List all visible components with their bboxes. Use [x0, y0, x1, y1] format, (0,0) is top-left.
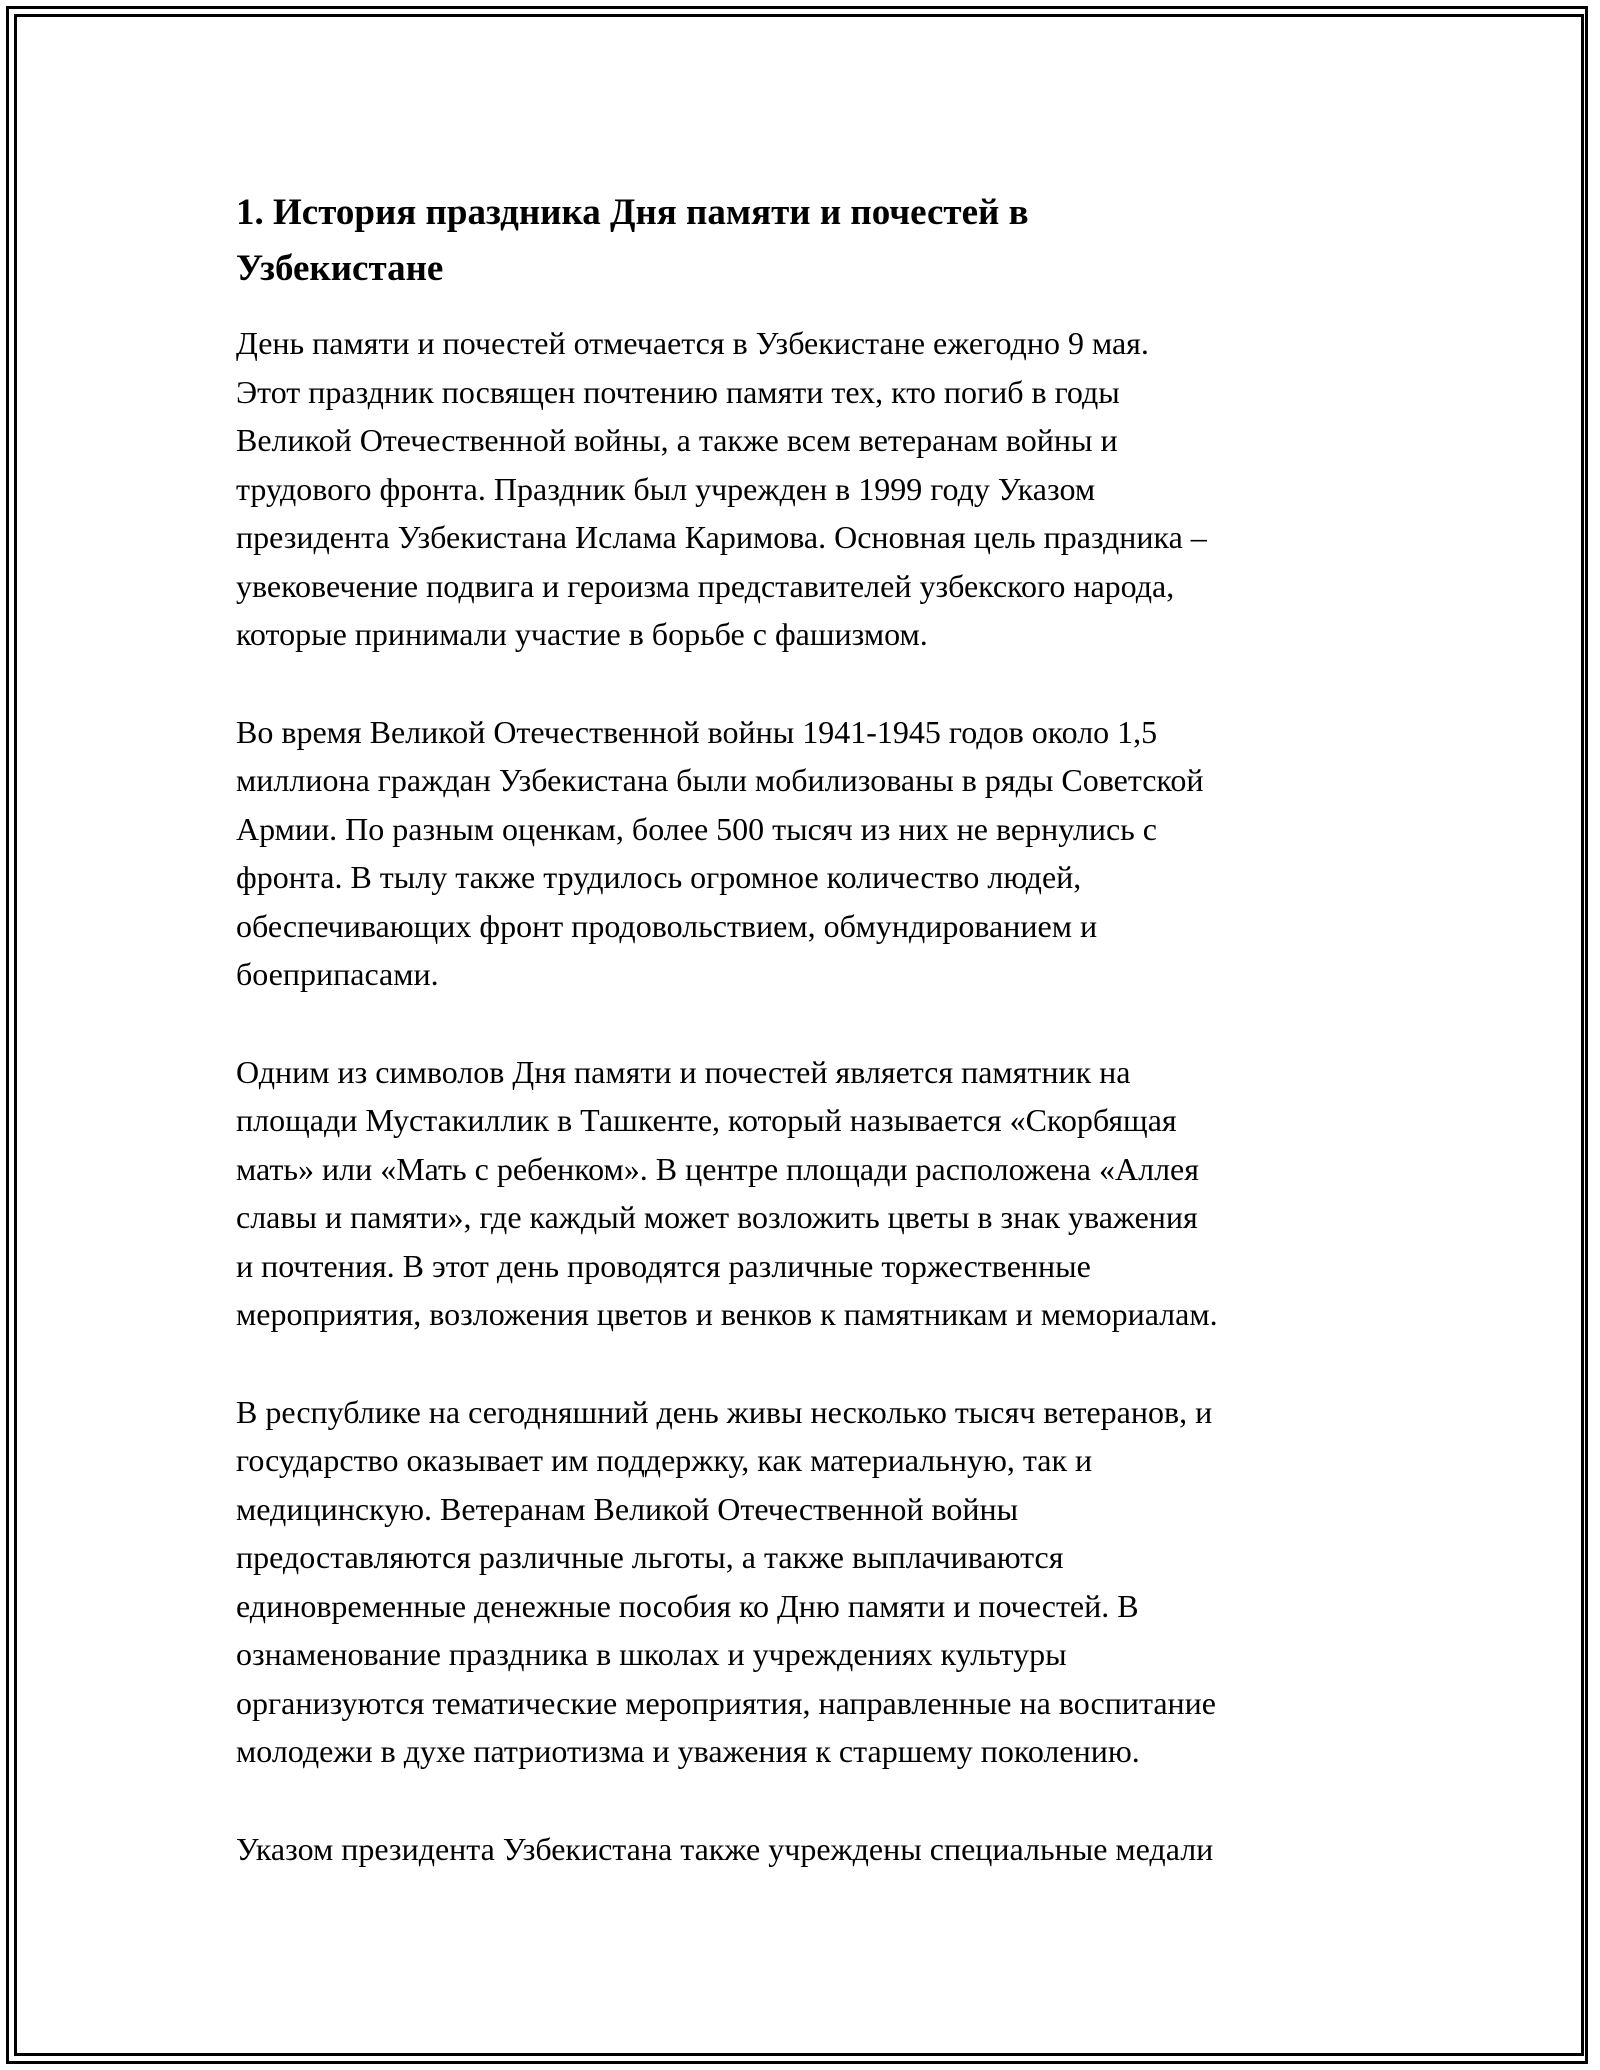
paragraph-1 — [236, 319, 1386, 659]
text-line: Во время Великой Отечественной войны 1941-1945 годов около 1,5 — [236, 713, 1158, 750]
paragraph-3 — [236, 1048, 1386, 1339]
text-line: миллиона граждан Узбекистана были мобилизованы в ряды Советской — [236, 762, 1204, 798]
text-line: обеспечивающих фронт продовольствием, обмундированием и — [236, 907, 1098, 944]
text-line: фронта. В тылу также трудилось огромное количество людей, — [236, 859, 1082, 895]
text-line: В республике на сегодняшний день живы несколько тысяч ветеранов, и — [236, 1393, 1213, 1430]
section-heading — [236, 185, 1386, 297]
text-line: мероприятия, возложения цветов и венков к памятникам и мемориалам. — [236, 1296, 1218, 1332]
paragraph-4 — [236, 1388, 1386, 1776]
text-line: мать» или «Мать с ребенком». В центре площади расположена «Аллея — [236, 1150, 1199, 1187]
text-line: площади Мустакиллик в Ташкенте, который называется «Скорбящая — [236, 1102, 1177, 1138]
text-line: и почтения. В этот день проводятся различные торжественные — [236, 1247, 1091, 1284]
text-line: увековечение подвига и героизма представителей узбекского народа, — [236, 567, 1175, 604]
text-line: трудового фронта. Праздник был учрежден в 1999 году Указом — [236, 470, 1096, 507]
text-line: президента Узбекистана Ислама Каримова. Основная цель праздника – — [236, 519, 1207, 555]
text-line: боеприпасами. — [236, 956, 439, 992]
text-line: которые принимали участие в борьбе с фашизмом. — [236, 616, 928, 652]
heading-line: Узбекистане — [236, 248, 444, 289]
text-line: государство оказывает им поддержку, как материальную, так и — [236, 1442, 1093, 1478]
text-line: Этот праздник посвящен почтению памяти тех, кто погиб в годы — [236, 373, 1120, 410]
paragraph-2 — [236, 708, 1386, 999]
text-line: славы и памяти», где каждый может возложить цветы в знак уважения — [236, 1199, 1198, 1235]
text-line: Великой Отечественной войны, а также всем ветеранам войны и — [236, 422, 1118, 458]
paragraph-5 — [236, 1825, 1386, 1874]
text-line: предоставляются различные льготы, а также выплачиваются — [236, 1539, 1064, 1575]
text-line: единовременные денежные пособия ко Дню памяти и почестей. В — [236, 1587, 1139, 1624]
text-line: Одним из символов Дня памяти и почестей является памятник на — [236, 1053, 1131, 1090]
text-line: медицинскую. Ветеранам Великой Отечественной войны — [236, 1490, 1019, 1527]
document-body — [236, 185, 1386, 1922]
text-line: молодежи в духе патриотизма и уважения к старшему поколению. — [236, 1733, 1140, 1769]
text-line: организуются тематические мероприятия, направленные на воспитание — [236, 1684, 1216, 1721]
text-line: ознаменование праздника в школах и учреждениях культуры — [236, 1636, 1067, 1672]
text-line: Армии. По разным оценкам, более 500 тысяч из них не вернулись с — [236, 810, 1157, 847]
text-line: День памяти и почестей отмечается в Узбекистане ежегодно 9 мая. — [236, 325, 1149, 361]
heading-line: 1. История праздника Дня памяти и почестей в — [236, 192, 1029, 233]
text-line: Указом президента Узбекистана также учреждены специальные медали — [236, 1830, 1214, 1867]
